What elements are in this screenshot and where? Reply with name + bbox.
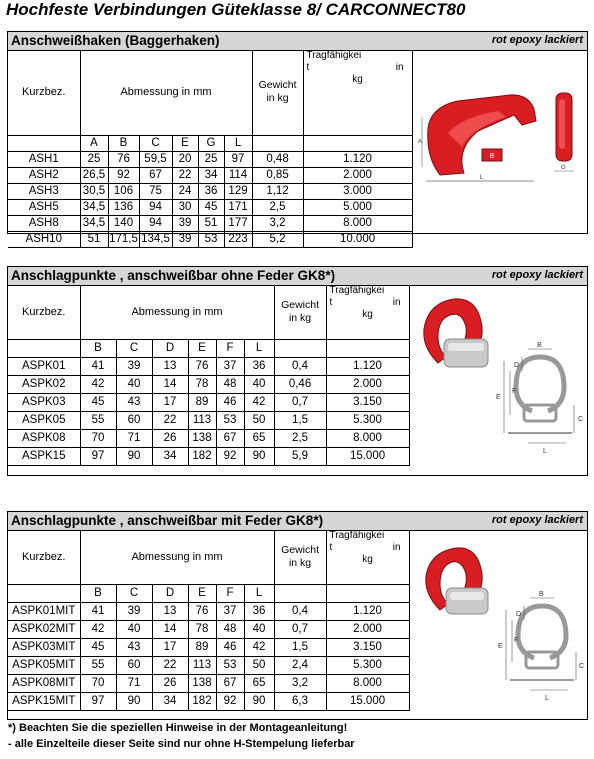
dim-col: C (139, 135, 172, 151)
table-row (8, 183, 412, 199)
table-cell: 5.300 (326, 656, 409, 674)
table-cell: 171,5 (109, 233, 138, 245)
table-cell: 30 (172, 199, 198, 215)
ring-with-spring-drawing (416, 532, 586, 712)
table-cell: 59,5 (139, 151, 172, 167)
section-header (8, 512, 587, 531)
table-cell: 45 (80, 638, 116, 656)
table-cell: 89 (188, 638, 216, 656)
table-cell: 0,7 (274, 620, 326, 638)
table-row (8, 393, 409, 411)
table-cell: 48 (216, 620, 244, 638)
table-cell: 25 (80, 151, 108, 167)
table-cell: 26 (152, 429, 188, 447)
table-cell: ASPK03 (8, 393, 80, 411)
dimension-letter-row (8, 584, 409, 602)
table-row (8, 638, 409, 656)
table-cell: 223 (224, 231, 252, 247)
table-cell: ASPK02MIT (8, 620, 80, 638)
table-cell: ASPK02 (8, 375, 80, 393)
abmessung-header: Abmessung in mm (80, 530, 274, 584)
gewicht-header (274, 530, 326, 584)
table-cell: 182 (188, 447, 216, 465)
table-cell: 97 (224, 151, 252, 167)
table-cell: 89 (188, 393, 216, 411)
dim-col: F (216, 584, 244, 602)
table-cell: 71 (116, 674, 152, 692)
table-cell: 50 (244, 411, 274, 429)
table-row (8, 692, 409, 710)
table-cell: 53 (216, 656, 244, 674)
table-cell: 24 (172, 183, 198, 199)
table-cell: 92 (216, 447, 244, 465)
spec-table (8, 50, 413, 248)
table-cell: 45 (198, 199, 224, 215)
table-cell: 41 (80, 357, 116, 375)
dim-label: L (545, 695, 549, 702)
dim-col: E (188, 584, 216, 602)
gewicht-label: Gewicht (281, 543, 319, 556)
section-anschlagpunkte-mit-feder (7, 511, 588, 720)
table-cell: 134,5 (139, 231, 172, 247)
dim-label: B (537, 342, 542, 349)
table-cell: 97 (80, 692, 116, 710)
table-cell: ASPK01MIT (8, 602, 80, 620)
table-cell: 5,2 (252, 231, 303, 247)
table-cell: 42 (244, 638, 274, 656)
dim-label: C (578, 416, 584, 423)
section-header (8, 267, 587, 286)
table-cell: 2.000 (326, 620, 409, 638)
dim-col: B (80, 584, 116, 602)
dim-col: E (188, 339, 216, 357)
table-cell: ASPK08MIT (8, 674, 80, 692)
table-cell: ASPK15 (8, 447, 80, 465)
table-cell: 2,5 (252, 199, 303, 215)
table-cell: 53 (198, 231, 224, 247)
hook-front-view (418, 95, 536, 181)
table-cell: 1.120 (326, 602, 409, 620)
table-cell: ASH8 (8, 215, 80, 231)
table-cell: 50 (244, 656, 274, 674)
trag-label-in: in (392, 542, 401, 553)
ring-photo (426, 548, 488, 614)
table-cell: ASH10 (8, 231, 80, 247)
table-cell: 34,5 (80, 199, 108, 215)
table-cell: 129 (224, 183, 252, 199)
table-cell: 34,5 (80, 215, 108, 231)
table-cell: 43 (116, 393, 152, 411)
table-row (8, 151, 412, 167)
table-row (8, 167, 412, 183)
gewicht-header (252, 50, 303, 135)
section-title: Anschweißhaken (Baggerhaken) (11, 33, 220, 48)
trag-label-in: in (392, 297, 401, 308)
table-cell: 55 (80, 411, 116, 429)
dim-col: B (108, 135, 139, 151)
table-cell: ASPK01 (8, 357, 80, 375)
dimension-letter-row (8, 135, 412, 151)
table-cell: 113 (188, 656, 216, 674)
table-cell: 14 (152, 620, 188, 638)
table-cell: 5.000 (303, 199, 412, 215)
ring-photo (424, 299, 488, 367)
dim-label: C (579, 663, 585, 670)
table-cell: 60 (116, 411, 152, 429)
trag-label-kg: kg (362, 309, 373, 320)
dim-col: F (216, 339, 244, 357)
table-row (8, 375, 409, 393)
table-cell: 65 (244, 429, 274, 447)
table-cell: 42 (80, 375, 116, 393)
table-cell: 2.000 (303, 167, 412, 183)
table-cell: 37 (216, 602, 244, 620)
table-cell: 30,5 (80, 183, 108, 199)
table-cell: 39 (172, 231, 198, 247)
table-cell: 92 (108, 167, 139, 183)
dim-label: L (480, 175, 484, 181)
dim-col: G (198, 135, 224, 151)
table-cell: 41 (80, 602, 116, 620)
hook-drawing (418, 87, 588, 187)
table-cell: 94 (139, 199, 172, 215)
section-header (8, 32, 587, 51)
table-cell: ASPK08 (8, 429, 80, 447)
table-cell: 140 (108, 215, 139, 231)
dim-col: D (152, 339, 188, 357)
spec-table (8, 285, 410, 466)
trag-label-t: t (329, 297, 333, 308)
table-cell: 2.000 (326, 375, 409, 393)
table-cell: 138 (188, 674, 216, 692)
table-cell: 1,5 (274, 411, 326, 429)
table-cell: 14 (152, 375, 188, 393)
table-cell: 22 (152, 656, 188, 674)
table-cell: 65 (244, 674, 274, 692)
table-cell: 0,4 (274, 602, 326, 620)
table-cell: 53 (216, 411, 244, 429)
dim-label: E (496, 394, 501, 401)
trag-label-in: in (395, 62, 404, 73)
table-cell: 22 (152, 411, 188, 429)
table-cell: 13 (152, 602, 188, 620)
table-cell: 3.150 (326, 393, 409, 411)
table-cell: 2,4 (274, 656, 326, 674)
ring-drawing (416, 287, 586, 467)
dim-label: E (498, 643, 503, 650)
table-cell: 177 (224, 215, 252, 231)
dimension-letter-row (8, 339, 409, 357)
kurzbez-header: Kurzbez. (8, 50, 80, 135)
table-cell: 76 (188, 602, 216, 620)
trag-label-t: t (306, 62, 310, 73)
table-cell: 46 (216, 393, 244, 411)
table-cell: ASH2 (8, 167, 80, 183)
table-cell: 39 (116, 602, 152, 620)
spec-table (8, 530, 410, 711)
table-cell: 90 (116, 447, 152, 465)
dim-col: L (244, 584, 274, 602)
table-cell: 8.000 (326, 429, 409, 447)
table-cell: 76 (188, 357, 216, 375)
table-cell: 113 (188, 411, 216, 429)
table-cell: 182 (188, 692, 216, 710)
dim-col: A (80, 135, 108, 151)
tragfaehigkeit-header (326, 530, 409, 584)
table-cell: 34 (152, 447, 188, 465)
table-cell: 8.000 (303, 215, 412, 231)
table-cell: 26 (152, 674, 188, 692)
gewicht-unit: in kg (266, 92, 289, 105)
table-cell: 40 (116, 620, 152, 638)
tragfaehigkeit-header (303, 50, 412, 135)
table-cell: 114 (224, 167, 252, 183)
table-cell: 171 (224, 199, 252, 215)
dim-label: B (539, 591, 544, 598)
table-row (8, 674, 409, 692)
kurzbez-header: Kurzbez. (8, 285, 80, 339)
section-anschweisshaken (7, 31, 588, 245)
table-cell: 34 (152, 692, 188, 710)
footnote: - alle Einzelteile dieser Seite sind nur ohne H-Stempelung lieferbar (8, 738, 355, 750)
table-cell: 22 (172, 167, 198, 183)
table-cell: ASH1 (8, 151, 80, 167)
dim-label: D (514, 362, 520, 369)
table-cell: 0,4 (274, 357, 326, 375)
table-cell: 136 (108, 199, 139, 215)
table-cell: 67 (139, 167, 172, 183)
table-cell: 40 (244, 620, 274, 638)
table-cell: 15.000 (326, 447, 409, 465)
table-cell: 70 (80, 674, 116, 692)
dim-col: B (80, 339, 116, 357)
table-cell: 60 (116, 656, 152, 674)
table-cell: 42 (244, 393, 274, 411)
table-cell: 37 (216, 357, 244, 375)
table-cell: 8.000 (326, 674, 409, 692)
table-cell: 42 (80, 620, 116, 638)
table-cell: 138 (188, 429, 216, 447)
dim-col: D (152, 584, 188, 602)
table-cell: 3,2 (274, 674, 326, 692)
table-row (8, 231, 412, 247)
gewicht-label: Gewicht (258, 79, 297, 92)
table-cell: 71 (116, 429, 152, 447)
table-cell: 10.000 (303, 231, 412, 247)
finish-badge: rot epoxy lackiert (491, 34, 583, 46)
table-cell: ASPK05 (8, 411, 80, 429)
table-cell: ASH5 (8, 199, 80, 215)
table-cell: 3.000 (303, 183, 412, 199)
table-row (8, 429, 409, 447)
hook-side-view (554, 93, 574, 171)
table-cell: 70 (80, 429, 116, 447)
dim-col: E (172, 135, 198, 151)
abmessung-header: Abmessung in mm (80, 285, 274, 339)
table-cell: 67 (216, 674, 244, 692)
footnote: *) Beachten Sie die speziellen Hinweise in der Montageanleitung! (8, 722, 348, 734)
table-cell: 5,9 (274, 447, 326, 465)
dim-col: C (116, 584, 152, 602)
table-cell: 78 (188, 375, 216, 393)
table-cell: 34 (198, 167, 224, 183)
table-cell: 0,48 (252, 151, 303, 167)
table-cell: 13 (152, 357, 188, 375)
table-cell: 3.150 (326, 638, 409, 656)
table-cell: 0,46 (274, 375, 326, 393)
table-cell: 26,5 (80, 167, 108, 183)
table-cell: ASH3 (8, 183, 80, 199)
table-cell: 5.300 (326, 411, 409, 429)
table-cell: 51 (80, 231, 108, 247)
trag-label-kg: kg (352, 74, 363, 85)
dim-label: B (489, 153, 495, 160)
trag-label-kg: kg (362, 554, 373, 565)
table-cell: 39 (116, 357, 152, 375)
dim-col: L (244, 339, 274, 357)
table-cell: 55 (80, 656, 116, 674)
table-cell: 90 (244, 692, 274, 710)
table-cell: 39 (172, 215, 198, 231)
dim-col: C (116, 339, 152, 357)
table-cell: 25 (198, 151, 224, 167)
table-cell: 45 (80, 393, 116, 411)
table-row (8, 215, 412, 231)
table-cell: 78 (188, 620, 216, 638)
table-cell: 92 (216, 692, 244, 710)
gewicht-unit: in kg (288, 556, 312, 569)
table-row (8, 447, 409, 465)
dim-label: F (514, 637, 519, 644)
table-cell: 48 (216, 375, 244, 393)
finish-badge: rot epoxy lackiert (491, 514, 583, 526)
table-row (8, 411, 409, 429)
abmessung-header: Abmessung in mm (80, 50, 252, 135)
table-cell: 2,5 (274, 429, 326, 447)
dim-label: G (561, 165, 566, 171)
table-cell: ASPK03MIT (8, 638, 80, 656)
section-title: Anschlagpunkte , anschweißbar ohne Feder GK8*) (11, 268, 336, 283)
table-row (8, 199, 412, 215)
table-cell: 51 (198, 215, 224, 231)
table-cell: 20 (172, 151, 198, 167)
table-cell: 40 (244, 375, 274, 393)
table-cell: 17 (152, 393, 188, 411)
trag-label: Tragfähigkei (329, 285, 385, 296)
gewicht-label: Gewicht (281, 298, 319, 311)
table-cell: 76 (108, 151, 139, 167)
table-cell: 94 (139, 215, 172, 231)
gewicht-unit: in kg (288, 311, 312, 324)
table-cell: 90 (244, 447, 274, 465)
tragfaehigkeit-header (326, 285, 409, 339)
table-cell: 1.120 (303, 151, 412, 167)
section-title: Anschlagpunkte , anschweißbar mit Feder GK8*) (11, 513, 324, 528)
table-cell: 106 (108, 183, 139, 199)
table-row (8, 620, 409, 638)
table-cell: 46 (216, 638, 244, 656)
table-cell: 3,2 (252, 215, 303, 231)
dim-label: A (418, 139, 423, 145)
table-cell: 97 (80, 447, 116, 465)
trag-label: Tragfähigkei (329, 530, 385, 541)
finish-badge: rot epoxy lackiert (491, 269, 583, 281)
table-cell: 43 (116, 638, 152, 656)
table-cell: ASPK05MIT (8, 656, 80, 674)
table-cell: 1.120 (326, 357, 409, 375)
table-cell: 36 (244, 357, 274, 375)
table-row (8, 357, 409, 375)
table-cell: 90 (116, 692, 152, 710)
trag-label-t: t (329, 542, 333, 553)
table-cell: ASPK15MIT (8, 692, 80, 710)
page-title: Hochfeste Verbindungen Güteklasse 8/ CARCONNECT80 (6, 0, 466, 19)
dim-col: L (224, 135, 252, 151)
trag-label: Tragfähigkei (306, 50, 362, 61)
table-cell: 1,5 (274, 638, 326, 656)
table-cell: 40 (116, 375, 152, 393)
table-cell: 67 (216, 429, 244, 447)
table-row (8, 656, 409, 674)
kurzbez-header: Kurzbez. (8, 530, 80, 584)
table-cell: 15.000 (326, 692, 409, 710)
table-cell: 1,12 (252, 183, 303, 199)
table-cell: 75 (139, 183, 172, 199)
table-cell: 6,3 (274, 692, 326, 710)
dim-label: F (512, 388, 517, 395)
dim-label: D (516, 611, 522, 618)
table-row (8, 602, 409, 620)
table-cell: 36 (198, 183, 224, 199)
section-anschlagpunkte-ohne-feder (7, 266, 588, 476)
table-cell: 17 (152, 638, 188, 656)
dim-label: L (543, 448, 547, 455)
gewicht-header (274, 285, 326, 339)
table-cell: 0,85 (252, 167, 303, 183)
table-cell: 0,7 (274, 393, 326, 411)
table-cell: 36 (244, 602, 274, 620)
